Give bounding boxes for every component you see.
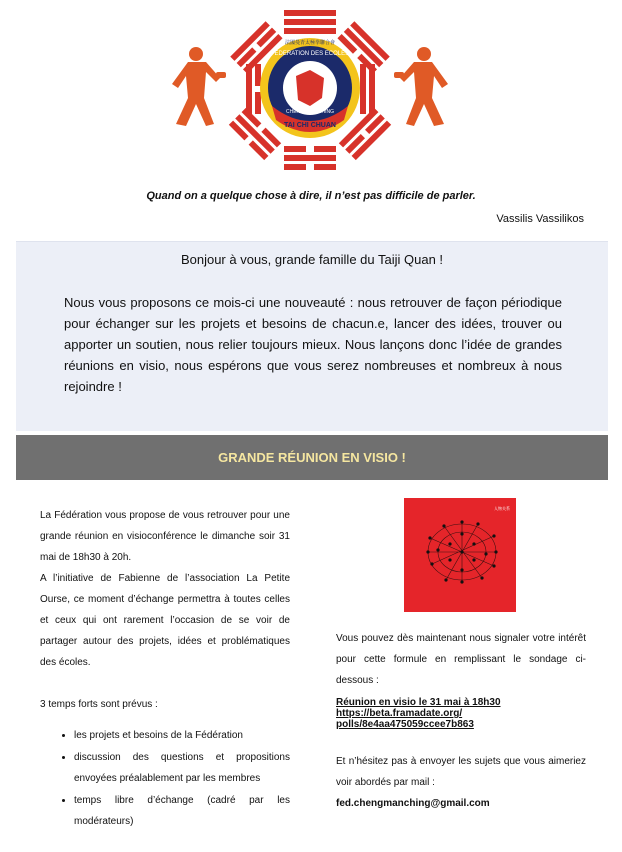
federation-logo [160, 6, 460, 174]
quote-text: Quand on a quelque chose à dire, il n’est pas difficile de parler. [146, 190, 476, 202]
agenda-list [40, 725, 290, 832]
logo-chinese-text: 法國曼青太極拳聯合會 [284, 40, 336, 46]
logo-graphic [160, 6, 460, 174]
list-item: • discussion des questions et propositions envoyées préalablement par les membres [74, 747, 290, 789]
image-caption: 人物关系 [494, 506, 510, 511]
left-paragraph-3: 3 temps forts sont prévus : [40, 699, 158, 710]
intro-box [16, 241, 608, 431]
left-paragraph-2: A l’initiative de Fabienne de l’association La Petite Ourse, ce moment d’échange permettra à toutes celles et ceux qui ont rarement l’occasion de se voir de partager autour des projets, idées et problématiques des écoles. [40, 573, 290, 668]
logo-banner-text: TAI CHI CHUAN [284, 122, 336, 129]
right-column [336, 628, 586, 814]
poll-link-url-2[interactable]: polls/8e4aa475059ccee7b863 [336, 719, 474, 730]
poll-link-title[interactable]: Réunion en visio le 31 mai à 18h30 [336, 697, 501, 708]
right-paragraph-2: Et n’hésitez pas à envoyer les sujets que vous aimeriez voir abordés par mail : [336, 756, 586, 788]
left-paragraph-1: La Fédération vous propose de vous retrouver pour une grande réunion en visioconférence le dimanche soir 31 mai de 18h30 à 20h. [40, 510, 290, 563]
contact-email[interactable]: fed.chengmanching@gmail.com [336, 798, 490, 809]
left-column [40, 505, 290, 833]
list-item: • temps libre d’échange (cadré par les modérateurs) [74, 790, 290, 832]
intro-paragraph: Nous vous proposons ce mois-ci une nouveauté : nous retrouver de façon périodique pour échanger sur les projets et besoins de chacun.e, lancer des idées, trouver ou apporter un soutien, nous relier toujours mieux. Nous lançons donc l’idée de grandes réunions en visio, nous espérons que vous serez nombreuses et nombreux à nous rejoindre ! [64, 295, 562, 394]
right-paragraph-1: Vous pouvez dès maintenant nous signaler votre intérêt pour cette formule en remplissant le sondage ci-dessous : [336, 633, 586, 686]
greeting: Bonjour à vous, grande famille du Taiji Quan ! [180, 252, 444, 267]
list-item: • les projets et besoins de la Fédération [74, 725, 290, 746]
logo-ring-bottom: CHENG MAN CHING [285, 109, 335, 115]
banner-title: GRANDE RÉUNION EN VISIO ! [218, 450, 406, 465]
taichi-figure-left [172, 47, 226, 126]
poll-link-url-1[interactable]: https://beta.framadate.org/ [336, 708, 463, 719]
section-banner [16, 435, 608, 480]
network-image [404, 498, 516, 612]
taichi-figure-right [394, 47, 448, 126]
quote-author: Vassilis Vassilikos [496, 213, 584, 225]
network-graphic [404, 498, 516, 612]
logo-ring-top: FEDERATION DES ECOLES [270, 51, 350, 57]
